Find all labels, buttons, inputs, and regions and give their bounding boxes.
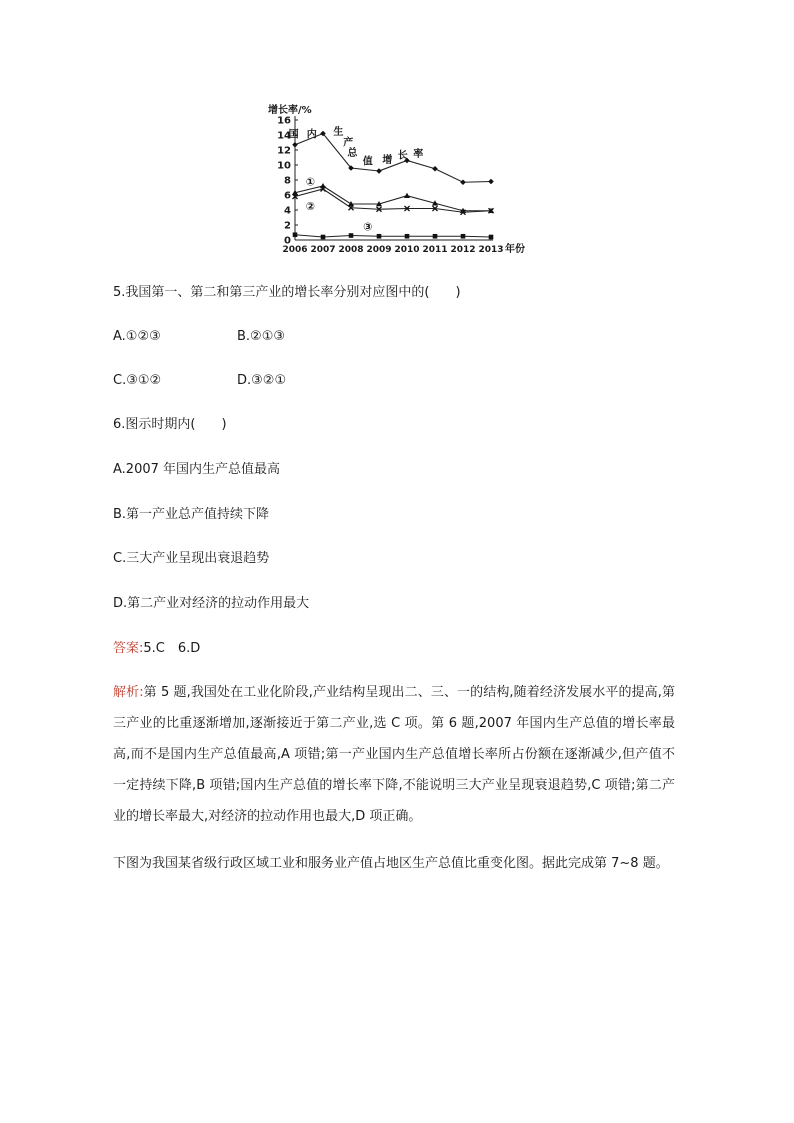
analysis-paragraph (113, 677, 675, 832)
data-point (405, 234, 410, 239)
data-point (433, 234, 438, 239)
q5-option-d: D.③②① (237, 373, 287, 388)
curve-label-char: 长 (397, 150, 408, 162)
x-tick-label: 2013 (478, 245, 504, 255)
curve-label-char: 总 (347, 148, 358, 159)
series-lines (292, 131, 494, 240)
q6-option-b: B.第一产业总产值持续下降 (113, 507, 270, 522)
y-tick-label: 6 (284, 190, 291, 202)
data-point (293, 232, 298, 237)
answer-label: 答案: (113, 641, 144, 656)
x-tick-label: 2011 (422, 245, 448, 255)
x-tick-label: 2008 (338, 245, 364, 255)
curve-label-char: 值 (362, 156, 373, 168)
data-point (432, 166, 438, 172)
data-point (376, 168, 382, 174)
data-point (292, 142, 298, 148)
y-tick-label: 16 (277, 115, 291, 127)
y-axis-label: 增长率/% (268, 105, 312, 116)
q6-option-a: A.2007 年国内生产总值最高 (113, 462, 281, 477)
analysis-label: 解析: (113, 685, 144, 700)
x-tick-label: 2009 (366, 245, 392, 255)
next-intro-paragraph: 下图为我国某省级行政区域工业和服务业产值占地区生产总值比重变化图。据此完成第 7~8 题。 (113, 856, 669, 871)
q6-option-d: D.第二产业对经济的拉动作用最大 (113, 596, 310, 611)
data-point (404, 193, 410, 198)
q5-option-b: B.②①③ (237, 329, 286, 344)
q5-stem: 5.我国第一、第二和第三产业的增长率分别对应图中的( ) (113, 285, 461, 300)
data-point (489, 235, 494, 240)
y-tick-label: 8 (284, 175, 291, 187)
axes (295, 116, 493, 240)
data-point (377, 234, 382, 239)
data-point (321, 235, 326, 240)
curve-label-char: 率 (413, 148, 424, 160)
x-tick-label: 2010 (394, 245, 420, 255)
y-tick-label: 4 (284, 205, 291, 217)
curve-label-char: 增 (382, 154, 393, 166)
y-tick-label: 10 (277, 160, 291, 172)
answer-text: 5.C 6.D (143, 641, 201, 656)
answer-line (113, 639, 200, 659)
data-point (488, 179, 494, 185)
growth-rate-chart (250, 98, 540, 258)
series-4 (293, 232, 494, 239)
gdp-curve-label (289, 125, 424, 167)
series-2-label: ① (305, 175, 316, 189)
curve-label-char: 产 (343, 137, 354, 149)
y-tick-label: 0 (284, 235, 291, 247)
curve-label-char: 生 (333, 127, 344, 138)
data-point (461, 234, 466, 239)
q6-option-c: C.三大产业呈现出衰退趋势 (113, 551, 270, 566)
data-point (349, 233, 354, 238)
x-tick-label: 2006 (282, 245, 308, 255)
x-axis-label: 年份 (505, 244, 525, 255)
series-1 (292, 131, 494, 185)
curve-label-char: 国 (288, 129, 299, 141)
data-point (460, 179, 466, 185)
x-tick-label: 2007 (310, 245, 336, 255)
y-tick-label: 2 (284, 220, 291, 232)
curve-label-char: 内 (306, 129, 317, 141)
q5-option-c: C.③①② (113, 373, 162, 388)
x-tick-label: 2012 (450, 245, 476, 255)
y-tick-label: 14 (277, 130, 291, 142)
q6-stem: 6.图示时期内( ) (113, 417, 227, 432)
series-line (295, 189, 491, 212)
series-line (295, 134, 491, 183)
x-tick-labels (282, 245, 503, 255)
series-3-label: ② (305, 200, 316, 213)
q5-option-a: A.①②③ (113, 329, 161, 344)
y-tick-label: 12 (277, 145, 291, 157)
analysis-text: 第 5 题,我国处在工业化阶段,产业结构呈现出二、三、一的结构,随着经济发展水平的提高,第三产业的比重逐渐增加,逐渐接近于第二产业,选 C 项。第 6 题,2007 年国内生产总值的增长率最高,而不是国内生产总值最高,A 项错;第一产业国内生产总值增长率所占份额在逐渐减少,但产值不一定持续下降,B 项错;国内生产总值的增长率下降,不能说明三大产业呈现衰退趋势,C 项错;第二产业的增长率最大,对经济的拉动作用也最大,D 项正确。 (113, 685, 675, 824)
series-4-label: ③ (363, 220, 373, 234)
